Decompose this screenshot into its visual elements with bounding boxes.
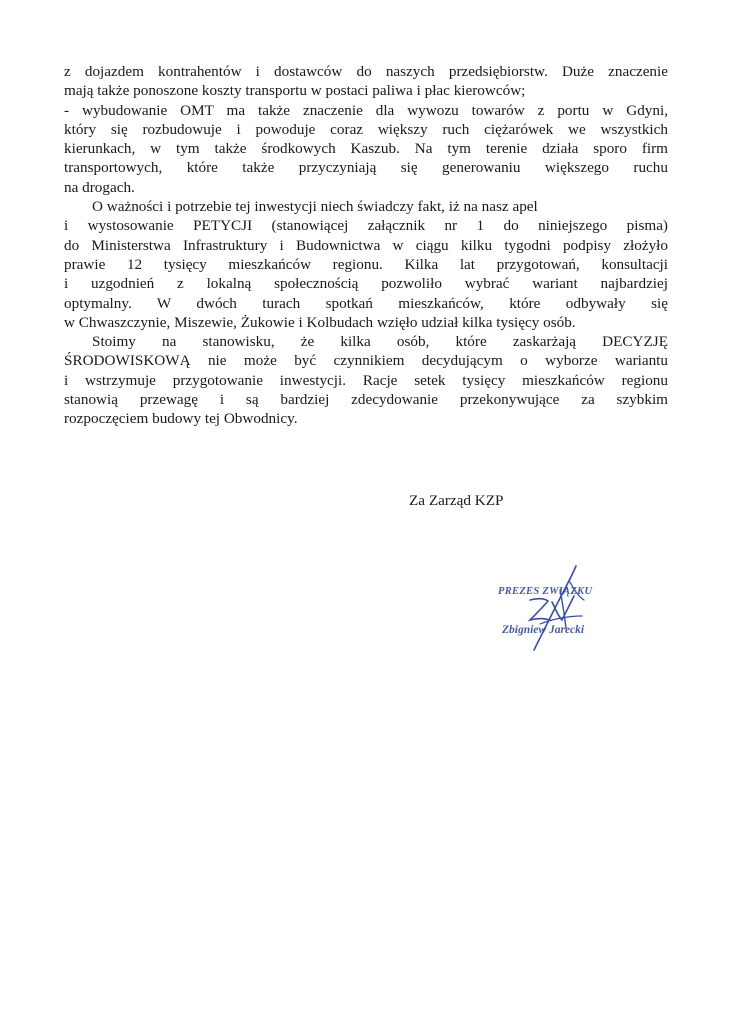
- letter-line: optymalny. W dwóch turach spotkań mieszkańców, które odbywały się: [64, 294, 668, 312]
- signature-stamp: [490, 560, 620, 660]
- letter-line: ŚRODOWISKOWĄ nie może być czynnikiem decydującym o wyborze wariantu: [64, 352, 668, 370]
- letter-line: i uzgodnień z lokalną społecznością pozwoliło wybrać wariant najbardziej: [64, 275, 668, 293]
- letter-line: i wstrzymuje przygotowanie inwestycji. Racje setek tysięcy mieszkańców regionu: [64, 371, 668, 389]
- letter-body: [64, 62, 668, 429]
- letter-line: w Chwaszczynie, Miszewie, Żukowie i Kolbudach wzięło udział kilka tysięcy osób.: [64, 313, 576, 331]
- letter-line: prawie 12 tysięcy mieszkańców regionu. Kilka lat przygotowań, konsultacji: [64, 255, 668, 273]
- letter-line: do Ministerstwa Infrastruktury i Budownictwa w ciągu kilku tygodni podpisy złożyło: [64, 236, 668, 254]
- letter-line: Stoimy na stanowisku, że kilka osób, które zaskarżają DECYZJĘ: [92, 333, 668, 351]
- letter-line: stanowią przewagę i są bardziej zdecydowanie przekonywujące za szybkim: [64, 391, 668, 409]
- stamp-title: PREZES ZWIĄZKU: [498, 586, 593, 597]
- handwritten-signature: [490, 560, 620, 660]
- letter-line: który się rozbudowuje i powoduje coraz większy ruch ciężarówek we wszystkich: [64, 120, 668, 138]
- stamp-name: Zbigniew Jarecki: [502, 624, 585, 636]
- letter-line: O ważności i potrzebie tej inwestycji niech świadczy fakt, iż na nasz apel: [92, 198, 538, 216]
- letter-line: kierunkach, w tym także środkowych Kaszub. Na tym terenie działa sporo firm: [64, 140, 668, 158]
- letter-line: - wybudowanie OMT ma także znaczenie dla wywozu towarów z portu w Gdyni,: [64, 101, 668, 119]
- letter-line: rozpoczęciem budowy tej Obwodnicy.: [64, 410, 298, 428]
- letter-line: z dojazdem kontrahentów i dostawców do naszych przedsiębiorstw. Duże znaczenie: [64, 63, 668, 80]
- letter-line: i wystosowanie PETYCJI (stanowiącej załącznik nr 1 do niniejszego pisma): [64, 217, 668, 235]
- letter-line: na drogach.: [64, 178, 135, 196]
- closing-signature-line: Za Zarząd KZP: [409, 492, 504, 509]
- letter-line: transportowych, które także przyczyniają się generowaniu większego ruchu: [64, 159, 668, 177]
- letter-line: mają także ponoszone koszty transportu w postaci paliwa i płac kierowców;: [64, 82, 526, 100]
